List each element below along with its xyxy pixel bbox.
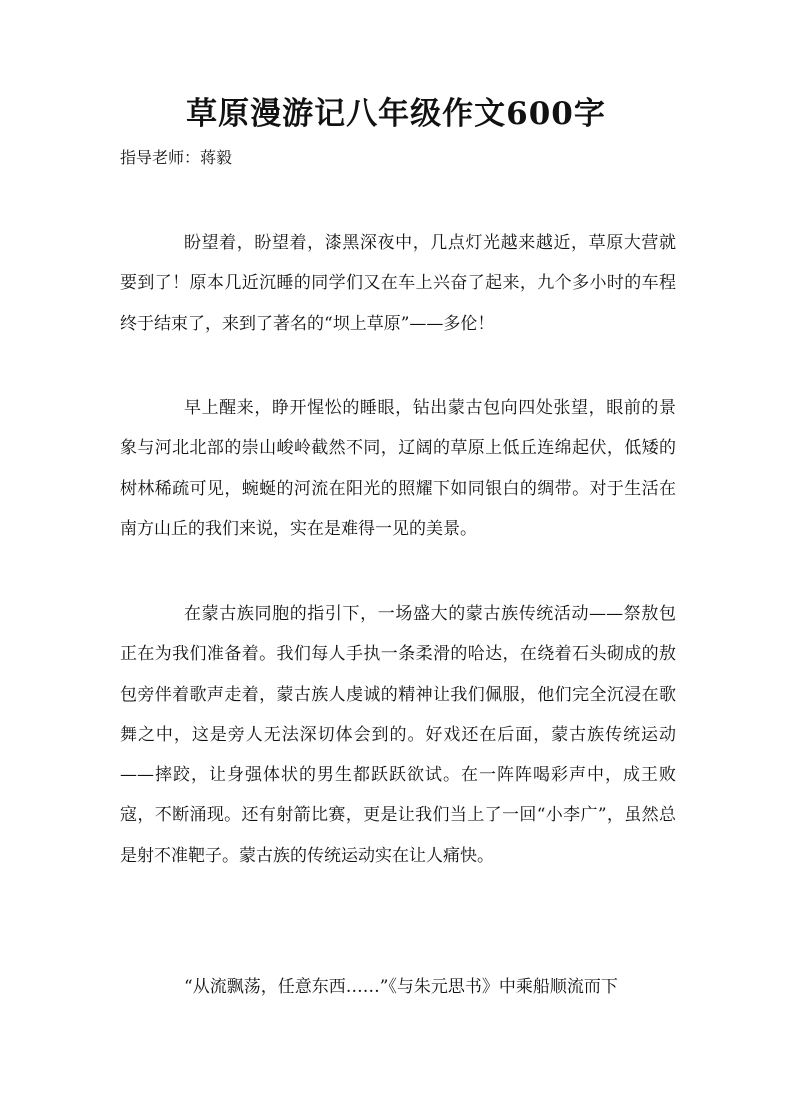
body-paragraph: “从流飘荡，任意东西……”《与朱元思书》中乘船顺流而下 [184,977,618,997]
body-paragraph: 在蒙古族同胞的指引下，一场盛大的蒙古族传统活动——祭敖包正在为我们准备着。我们每人手执一条柔滑的哈达，在绕着石头砌成的敖包旁伴着歌声走着，蒙古族人虔诚的精神让我们佩服，他们完全沉浸在歌舞之中，这是旁人无法深切体会到的。好戏还在后面，蒙古族传统运动——摔跤，让身强体状的男生都跃跃欲试。在一阵阵喝彩声中，成王败寇，不断涌现。还有射箭比赛，更是让我们当上了一回“小李广”，虽然总是射不准靶子。蒙古族的传统运动实在让人痛快。 [120,604,676,866]
page-title: 草原漫游记八年级作文600字 [186,96,606,132]
body-paragraph: 早上醒来，睁开惺忪的睡眼，钻出蒙古包向四处张望，眼前的景象与河北北部的崇山峻岭截然不同，辽阔的草原上低丘连绵起伏，低矮的树林稀疏可见，蜿蜒的河流在阳光的照耀下如同银白的绸带。对于生活在南方山丘的我们来说，实在是难得一见的美景。 [120,398,676,539]
teacher-name: 蒋毅 [200,148,233,167]
teacher-line [120,146,232,170]
teacher-label: 指导老师： [120,148,201,167]
body-paragraph: 盼望着，盼望着，漆黑深夜中，几点灯光越来越近，草原大营就要到了！原本几近沉睡的同学们又在车上兴奋了起来，九个多小时的车程终于结束了，来到了著名的“坝上草原”——多伦！ [120,233,676,334]
